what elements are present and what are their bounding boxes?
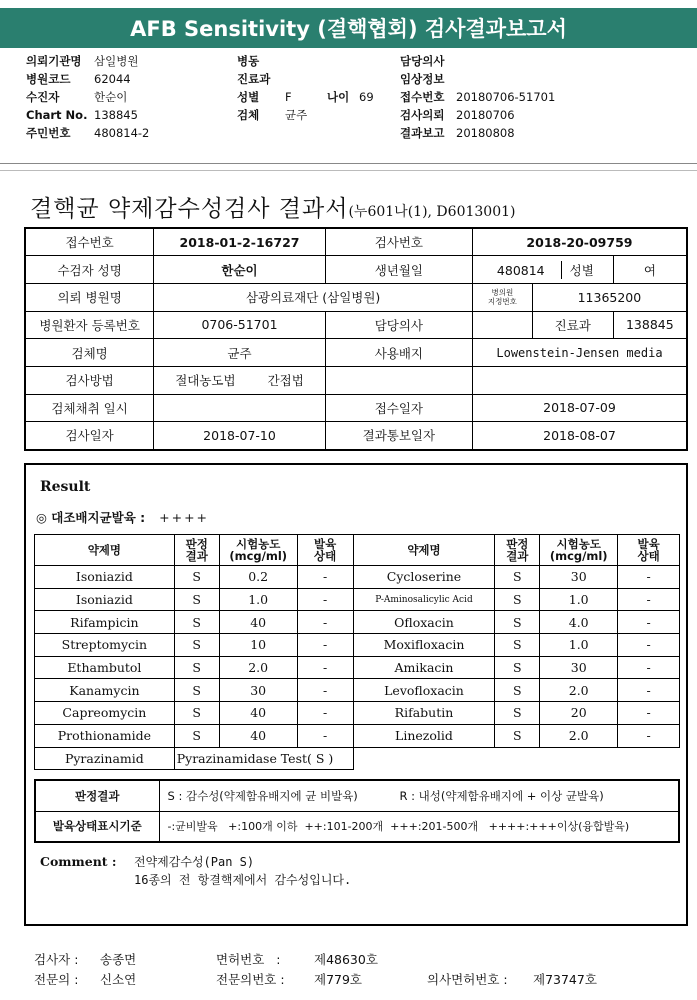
doctor-license-label: 의사면허번호 : xyxy=(427,972,508,987)
header-value: F xyxy=(285,90,292,104)
pyrazinamide-row xyxy=(35,747,680,770)
header-label: 담당의사 xyxy=(400,54,445,68)
drug-result: S xyxy=(174,566,219,589)
drug-row xyxy=(35,679,680,702)
header-col-2 xyxy=(237,52,374,124)
comment-line-1: 전약제감수성(Pan S) xyxy=(134,855,255,869)
drug-row xyxy=(35,611,680,634)
age-value: 69 xyxy=(359,90,374,104)
comment-text xyxy=(134,853,351,889)
test-date: 2018-07-10 xyxy=(154,422,326,450)
hospital-name: 삼광의료재단 (삼일병원) xyxy=(154,283,473,311)
col-drug: 약제명 xyxy=(35,535,175,566)
examiner-label: 검사자 : xyxy=(34,952,79,967)
report-banner xyxy=(0,8,697,48)
col-drug: 약제명 xyxy=(353,535,495,566)
patient-info-table xyxy=(24,227,688,451)
drug-growth: - xyxy=(297,566,353,589)
drug-conc: 0.2 xyxy=(219,566,297,589)
header-divider xyxy=(0,170,697,171)
drug-name: Ofloxacin xyxy=(353,611,495,634)
drug-conc: 2.0 xyxy=(219,656,297,679)
drug-growth: - xyxy=(618,588,680,611)
col-growth-2: 상태 xyxy=(314,549,337,563)
col-judge-1: 판정 xyxy=(506,537,529,551)
examiner-name: 송종면 xyxy=(100,952,137,967)
drug-name: Capreomycin xyxy=(35,702,175,725)
drug-row xyxy=(35,634,680,657)
drug-result: S xyxy=(495,656,540,679)
info-label: 검체명 xyxy=(25,339,154,367)
culture-medium: Lowenstein-Jensen media xyxy=(472,339,687,367)
specialist-number: 제779호 xyxy=(314,972,363,987)
drug-growth: - xyxy=(618,702,680,725)
pyrazinamidase-test: Pyrazinamidase Test( S ) xyxy=(174,747,353,770)
header-label: 검체 xyxy=(237,108,260,122)
comment-section xyxy=(40,853,351,889)
drug-name: Levofloxacin xyxy=(353,679,495,702)
header-label: Chart No. xyxy=(26,108,88,122)
drug-row xyxy=(35,702,680,725)
header-value: 한순이 xyxy=(94,90,128,104)
report-title-text: 결핵균 약제감수성검사 결과서 xyxy=(30,196,349,222)
drug-growth: - xyxy=(618,679,680,702)
collect-date xyxy=(154,394,326,422)
info-label: 검사번호 xyxy=(325,228,472,256)
drug-name: Cycloserine xyxy=(353,566,495,589)
drug-result: S xyxy=(174,588,219,611)
drug-name: P-Aminosalicylic Acid xyxy=(353,588,495,611)
col-growth-1: 발육 xyxy=(314,537,337,551)
drug-table-header xyxy=(35,535,680,566)
col-growth-1: 발육 xyxy=(637,537,660,551)
drug-growth: - xyxy=(618,611,680,634)
test-method-1: 절대농도법 xyxy=(175,373,236,389)
col-judge xyxy=(174,535,219,566)
info-label: 검사방법 xyxy=(25,366,154,394)
hospital-code-label xyxy=(472,283,532,311)
drug-result: S xyxy=(174,724,219,747)
col-conc xyxy=(540,535,618,566)
specialist-no-label: 전문의번호 : xyxy=(216,972,285,987)
drug-growth: - xyxy=(297,702,353,725)
drug-result: S xyxy=(174,611,219,634)
header-value: 62044 xyxy=(94,72,131,86)
drug-row xyxy=(35,588,680,611)
legend-table xyxy=(34,779,680,843)
header-value: 20180706 xyxy=(456,108,515,122)
drug-name: Rifampicin xyxy=(35,611,175,634)
drug-name: Pyrazinamid xyxy=(35,747,175,770)
header-value: 138845 xyxy=(94,108,138,122)
legend-judge-r: R : 내성(약제함유배지에 + 이상 균발육) xyxy=(399,788,604,803)
info-blank xyxy=(472,366,687,394)
department: 138845 xyxy=(613,311,687,339)
header-label: 검사의뢰 xyxy=(400,108,445,122)
drug-growth: - xyxy=(297,656,353,679)
drug-conc: 10 xyxy=(219,634,297,657)
report-title xyxy=(30,190,515,223)
drug-row xyxy=(35,656,680,679)
comment-label: Comment : xyxy=(40,854,117,869)
report-code: (누601나(1), D6013001) xyxy=(348,204,516,220)
drug-name: Amikacin xyxy=(353,656,495,679)
drug-growth: - xyxy=(297,724,353,747)
specimen: 균주 xyxy=(154,339,326,367)
col-conc-2: (mcg/ml) xyxy=(549,549,608,563)
drug-conc: 20 xyxy=(540,702,618,725)
legend-judge-text xyxy=(159,780,679,811)
drug-name: Prothionamide xyxy=(35,724,175,747)
drug-result: S xyxy=(174,702,219,725)
control-growth-value: ++++ xyxy=(159,510,210,525)
drug-conc: 40 xyxy=(219,724,297,747)
test-number: 2018-20-09759 xyxy=(472,228,687,256)
info-label: 결과통보일자 xyxy=(325,422,472,450)
info-label: 접수번호 xyxy=(25,228,154,256)
specialist-name: 신소연 xyxy=(100,972,137,987)
header-col-1 xyxy=(26,52,149,142)
drug-growth: - xyxy=(297,679,353,702)
drug-name: Isoniazid xyxy=(35,588,175,611)
drug-conc: 40 xyxy=(219,702,297,725)
drug-row xyxy=(35,566,680,589)
header-value: 480814-2 xyxy=(94,126,150,140)
header-value: 20180808 xyxy=(456,126,515,140)
doctor-license-number: 제73747호 xyxy=(533,972,597,987)
drug-growth: - xyxy=(297,611,353,634)
drug-growth: - xyxy=(297,588,353,611)
license-number: 제48630호 xyxy=(314,952,378,967)
drug-result: S xyxy=(495,566,540,589)
drug-result: S xyxy=(495,588,540,611)
comment-line-2: 16종의 전 항결핵제에서 감수성입니다. xyxy=(134,873,352,887)
header-value: 20180706-51701 xyxy=(456,90,556,104)
license-label: 면허번호 : xyxy=(216,952,281,967)
drug-conc: 1.0 xyxy=(540,634,618,657)
test-method xyxy=(154,366,326,394)
header-label: 진료과 xyxy=(237,72,271,86)
drug-conc: 4.0 xyxy=(540,611,618,634)
drug-growth: - xyxy=(618,566,680,589)
header-label: 수진자 xyxy=(26,90,60,104)
drug-conc: 40 xyxy=(219,611,297,634)
info-label: 검체채취 일시 xyxy=(25,394,154,422)
col-judge-2: 결과 xyxy=(506,549,529,563)
header-label: 임상정보 xyxy=(400,72,445,86)
header-label: 병동 xyxy=(237,54,260,68)
control-growth-label: ◎ 대조배지균발육 : xyxy=(36,510,146,525)
footer-col-3 xyxy=(427,970,597,990)
drug-growth: - xyxy=(618,634,680,657)
drug-conc: 30 xyxy=(540,566,618,589)
drug-table xyxy=(34,534,680,770)
drug-result: S xyxy=(495,611,540,634)
notify-date: 2018-08-07 xyxy=(472,422,687,450)
drug-result: S xyxy=(495,724,540,747)
col-judge-2: 결과 xyxy=(185,549,208,563)
drug-result: S xyxy=(174,679,219,702)
drug-result: S xyxy=(174,634,219,657)
col-conc-1: 시험농도 xyxy=(556,537,601,551)
drug-name: Streptomycin xyxy=(35,634,175,657)
header-col-3 xyxy=(400,52,555,142)
col-growth xyxy=(618,535,680,566)
drug-conc: 30 xyxy=(540,656,618,679)
header-label: 결과보고 xyxy=(400,126,445,140)
header-label: 접수번호 xyxy=(400,90,445,104)
info-label: 접수일자 xyxy=(325,394,472,422)
result-section xyxy=(24,463,688,926)
drug-conc: 1.0 xyxy=(219,588,297,611)
drug-name: Linezolid xyxy=(353,724,495,747)
drug-growth: - xyxy=(297,634,353,657)
birth-date xyxy=(472,256,613,284)
age-label: 나이 xyxy=(327,90,350,104)
drug-name: Kanamycin xyxy=(35,679,175,702)
legend-judge-label: 판정결과 xyxy=(35,780,159,811)
drug-result: S xyxy=(495,702,540,725)
footer-col-1 xyxy=(34,950,136,990)
specialist-label: 전문의 : xyxy=(34,972,79,987)
drug-growth: - xyxy=(618,656,680,679)
hospital-code-label-1: 병의원 xyxy=(491,288,514,298)
drug-conc: 2.0 xyxy=(540,724,618,747)
drug-name: Moxifloxacin xyxy=(353,634,495,657)
info-label: 병원환자 등록번호 xyxy=(25,311,154,339)
sex-label: 성별 xyxy=(561,261,594,279)
col-conc-1: 시험농도 xyxy=(235,537,281,551)
header-value: 삼일병원 xyxy=(94,54,139,68)
info-label: 담당의사 xyxy=(325,311,472,339)
info-label: 의뢰 병원명 xyxy=(25,283,154,311)
drug-name: Ethambutol xyxy=(35,656,175,679)
header-value: 균주 xyxy=(285,108,308,122)
legend-growth-label: 발육상태표시기준 xyxy=(35,811,159,842)
drug-conc: 1.0 xyxy=(540,588,618,611)
banner-title: AFB Sensitivity (결핵협회) 검사결과보고서 xyxy=(130,17,567,41)
drug-conc: 30 xyxy=(219,679,297,702)
patient-name: 한순이 xyxy=(154,256,326,284)
hospital-code: 11365200 xyxy=(532,283,687,311)
receive-date: 2018-07-09 xyxy=(472,394,687,422)
col-judge-1: 판정 xyxy=(185,537,208,551)
sex-value: 여 xyxy=(613,256,687,284)
info-label: 생년월일 xyxy=(325,256,472,284)
drug-name: Rifabutin xyxy=(353,702,495,725)
info-label: 사용배지 xyxy=(325,339,472,367)
col-conc-2: (mcg/ml) xyxy=(229,549,288,563)
drug-result: S xyxy=(174,656,219,679)
result-title: Result xyxy=(40,479,91,495)
info-blank xyxy=(325,366,472,394)
drug-result: S xyxy=(495,679,540,702)
footer-col-2 xyxy=(216,950,378,990)
col-judge xyxy=(495,535,540,566)
doctor-name xyxy=(472,311,532,339)
drug-name: Isoniazid xyxy=(35,566,175,589)
header-label: 의뢰기관명 xyxy=(26,54,82,68)
header-label: 주민번호 xyxy=(26,126,71,140)
info-label: 진료과 xyxy=(532,311,613,339)
col-conc xyxy=(219,535,297,566)
legend-growth-text: -:균비발육 +:100개 이하 ++:101-200개 +++:201-500개 ++++:+++이상(융합발육) xyxy=(159,811,679,842)
birth-date-value: 480814 xyxy=(496,262,545,278)
drug-row xyxy=(35,724,680,747)
drug-result: S xyxy=(495,634,540,657)
drug-conc: 2.0 xyxy=(540,679,618,702)
col-growth-2: 상태 xyxy=(637,549,660,563)
control-growth xyxy=(36,508,209,526)
legend-judge-s: S : 감수성(약제함유배지에 균 비발육) xyxy=(167,788,358,803)
test-method-2: 간접법 xyxy=(267,373,304,389)
info-label: 검사일자 xyxy=(25,422,154,450)
col-growth xyxy=(297,535,353,566)
hospital-code-label-2: 지정번호 xyxy=(487,297,517,307)
registration-number: 0706-51701 xyxy=(154,311,326,339)
receipt-number: 2018-01-2-16727 xyxy=(154,228,326,256)
header-label: 성별 xyxy=(237,90,260,104)
header-divider xyxy=(0,163,697,164)
header-label: 병원코드 xyxy=(26,72,71,86)
drug-growth: - xyxy=(618,724,680,747)
drug-table-blank xyxy=(353,747,679,770)
info-label: 수검자 성명 xyxy=(25,256,154,284)
